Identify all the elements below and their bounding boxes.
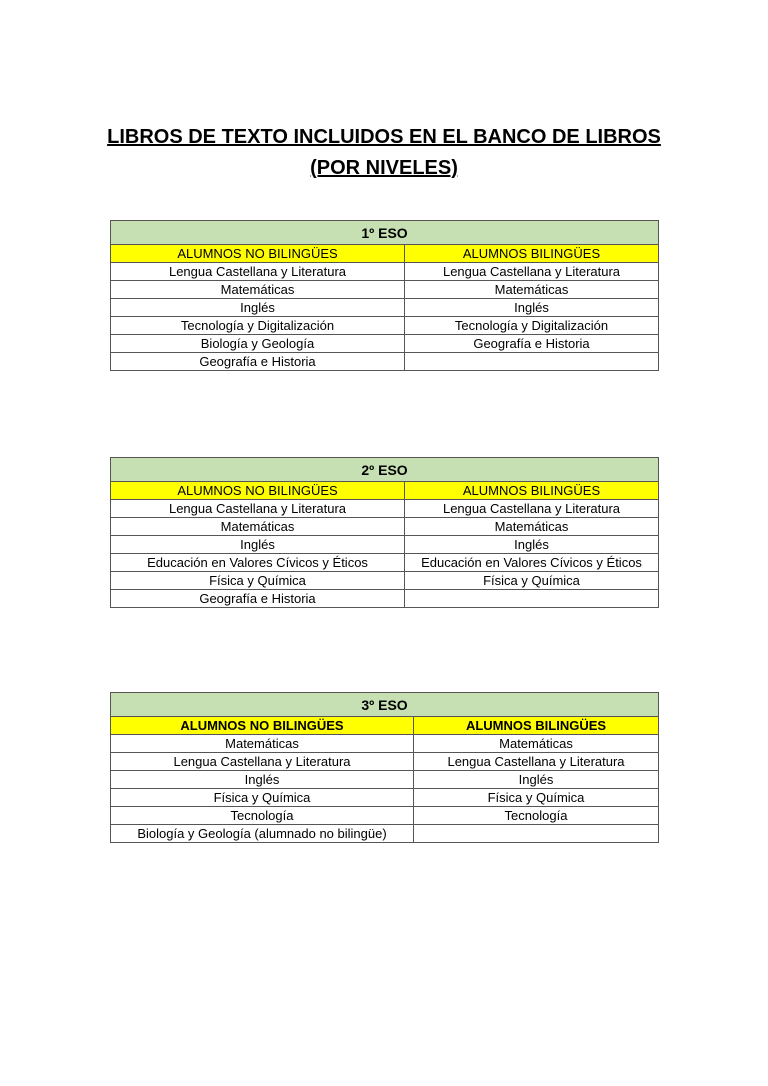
cell-no-bilingue: Física y Química xyxy=(111,572,405,590)
table-row xyxy=(111,590,659,608)
cell-bilingue: Tecnología xyxy=(414,807,659,825)
cell-no-bilingue: Geografía e Historia xyxy=(111,353,405,371)
table-row xyxy=(111,500,659,518)
cell-bilingue: Matemáticas xyxy=(405,518,659,536)
cell-no-bilingue: Tecnología y Digitalización xyxy=(111,317,405,335)
table-row xyxy=(111,299,659,317)
cell-no-bilingue: Biología y Geología (alumnado no bilingüe) xyxy=(111,825,414,843)
table-row xyxy=(111,536,659,554)
cell-bilingue: Física y Química xyxy=(414,789,659,807)
table-1-eso xyxy=(110,220,659,371)
cell-no-bilingue: Geografía e Historia xyxy=(111,590,405,608)
cell-bilingue xyxy=(405,590,659,608)
cell-no-bilingue: Lengua Castellana y Literatura xyxy=(111,263,405,281)
table-row xyxy=(111,353,659,371)
cell-bilingue: Lengua Castellana y Literatura xyxy=(405,500,659,518)
table-row xyxy=(111,317,659,335)
cell-no-bilingue: Inglés xyxy=(111,771,414,789)
cell-no-bilingue: Matemáticas xyxy=(111,281,405,299)
title-line-1: LIBROS DE TEXTO INCLUIDOS EN EL BANCO DE LIBROS xyxy=(107,126,661,148)
table-row xyxy=(111,335,659,353)
cell-bilingue xyxy=(414,825,659,843)
table-row xyxy=(111,807,659,825)
cell-no-bilingue: Lengua Castellana y Literatura xyxy=(111,500,405,518)
table-row xyxy=(111,518,659,536)
table-row xyxy=(111,753,659,771)
column-header-no-bilingue: ALUMNOS NO BILINGÜES xyxy=(111,717,414,735)
cell-bilingue: Matemáticas xyxy=(405,281,659,299)
table-2-eso xyxy=(110,457,659,608)
title-line-2: (POR NIVELES) xyxy=(310,157,458,179)
level-header: 2º ESO xyxy=(111,458,659,482)
cell-no-bilingue: Educación en Valores Cívicos y Éticos xyxy=(111,554,405,572)
table-row xyxy=(111,771,659,789)
table-row xyxy=(111,281,659,299)
cell-bilingue: Física y Química xyxy=(405,572,659,590)
cell-bilingue: Geografía e Historia xyxy=(405,335,659,353)
cell-bilingue: Tecnología y Digitalización xyxy=(405,317,659,335)
column-header-bilingue: ALUMNOS BILINGÜES xyxy=(405,482,659,500)
table-row xyxy=(111,554,659,572)
column-header-bilingue: ALUMNOS BILINGÜES xyxy=(414,717,659,735)
cell-bilingue: Matemáticas xyxy=(414,735,659,753)
column-header-no-bilingue: ALUMNOS NO BILINGÜES xyxy=(111,245,405,263)
table-3-eso xyxy=(110,692,659,843)
cell-no-bilingue: Matemáticas xyxy=(111,518,405,536)
cell-bilingue: Inglés xyxy=(405,536,659,554)
level-header: 3º ESO xyxy=(111,693,659,717)
column-header-bilingue: ALUMNOS BILINGÜES xyxy=(405,245,659,263)
cell-no-bilingue: Matemáticas xyxy=(111,735,414,753)
cell-bilingue: Inglés xyxy=(414,771,659,789)
cell-no-bilingue: Inglés xyxy=(111,299,405,317)
document-title xyxy=(0,122,768,184)
cell-bilingue: Lengua Castellana y Literatura xyxy=(414,753,659,771)
cell-bilingue: Inglés xyxy=(405,299,659,317)
table-row xyxy=(111,825,659,843)
cell-no-bilingue: Lengua Castellana y Literatura xyxy=(111,753,414,771)
cell-bilingue: Lengua Castellana y Literatura xyxy=(405,263,659,281)
table-row xyxy=(111,263,659,281)
level-header: 1º ESO xyxy=(111,221,659,245)
table-row xyxy=(111,572,659,590)
table-row xyxy=(111,735,659,753)
cell-no-bilingue: Inglés xyxy=(111,536,405,554)
cell-bilingue xyxy=(405,353,659,371)
cell-no-bilingue: Física y Química xyxy=(111,789,414,807)
cell-no-bilingue: Tecnología xyxy=(111,807,414,825)
cell-bilingue: Educación en Valores Cívicos y Éticos xyxy=(405,554,659,572)
table-row xyxy=(111,789,659,807)
column-header-no-bilingue: ALUMNOS NO BILINGÜES xyxy=(111,482,405,500)
cell-no-bilingue: Biología y Geología xyxy=(111,335,405,353)
